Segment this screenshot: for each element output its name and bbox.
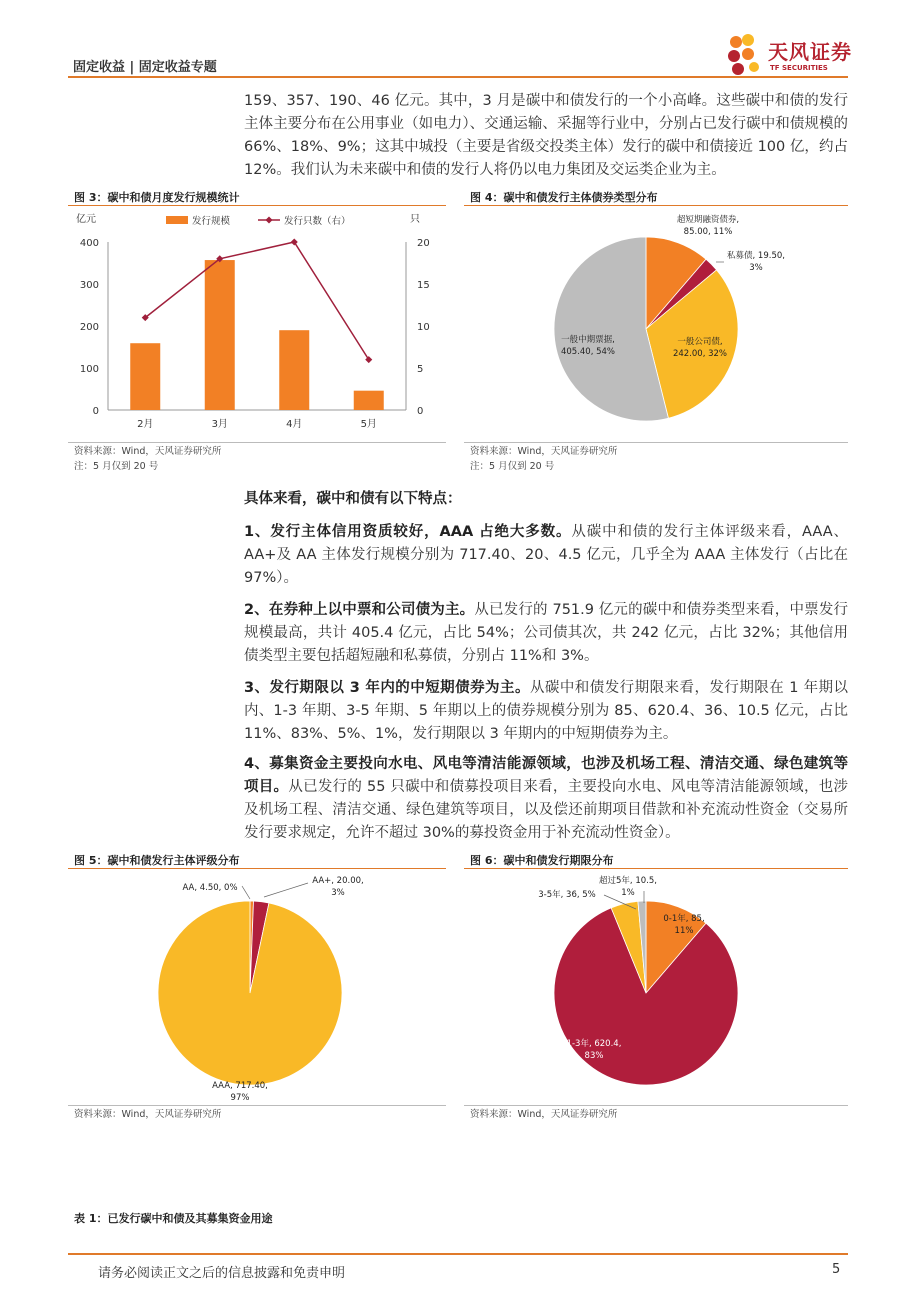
slice-label-1: 3% [749,263,763,273]
y2-tick-label: 5 [417,364,424,375]
slice-label-3: 1% [621,888,635,898]
slice-label-2: 97% [230,1093,250,1103]
footer-disclaimer: 请务必阅读正文之后的信息披露和免责申明 [98,1266,346,1281]
legend-line-marker [265,216,272,223]
y2-axis-label: 只 [410,214,420,225]
fig5-chart [68,869,446,1105]
slice-label-1: AA+, 20.00, [312,876,364,886]
logo-text: 天风证券 [768,40,852,64]
x-tick-label: 3月 [211,419,228,430]
line-point-4月 [291,238,298,245]
header-divider [68,76,848,78]
fig6-title: 图 6：碳中和债发行期限分布 [470,854,614,867]
footer-divider [68,1253,848,1255]
fig3-bottom-rule [68,442,446,443]
bar-2月 [130,343,160,410]
slice-label-2: AAA, 717.40, [212,1081,268,1091]
fig3-source: 资料来源：Wind，天风证券研究所 [74,446,222,457]
fig5-bottom-rule [68,1105,446,1106]
fig5-source: 资料来源：Wind，天风证券研究所 [74,1109,222,1120]
x-tick-label: 5月 [360,419,377,430]
fig3-chart [68,206,446,442]
y2-tick-label: 10 [417,322,430,333]
x-tick-label: 4月 [286,419,303,430]
fig5-title: 图 5：碳中和债发行主体评级分布 [74,854,240,867]
company-logo [724,32,854,76]
feature-4: 4、募集资金主要投向水电、风电等清洁能源领域，也涉及机场工程、清洁交通、绿色建筑等项目。从已发行的 55 只碳中和债募投项目来看，主要投向水电、风电等清洁能源领域，也涉及机场工程、清洁交通、绿色建筑等项目，以及偿还前期项目借款和补充流动性资金（交易所发行要求规定，允许不超过 30%的募投资金用于补充流动性资金）。 [244,756,848,841]
x-tick-label: 2月 [137,419,154,430]
slice-label-3: 超过5年, 10.5, [599,876,657,886]
y2-tick-label: 15 [417,280,430,291]
slice-label-0: AA, 4.50, 0% [182,883,238,893]
slice-label-0: 0-1年, 85, [663,914,705,924]
fig4-chart [464,206,848,442]
slice-label-1: 私募债, 19.50, [727,251,785,261]
legend-bar-swatch [166,216,188,224]
fig4-note: 注：5 月仅到 20 号 [470,461,555,472]
intro-paragraph: 159、357、190、46 亿元。其中，3 月是碳中和债发行的一个小高峰。这些碳中和债的发行主体主要分布在公用事业（如电力）、交通运输、采掘等行业中，分别占已发行碳中和债规模的 66%、18%、9%；这其中城投（主要是省级交投类主体）发行的碳中和债接近 100 亿，约占 12%。我们认为未来碳中和债的发行人将仍以电力集团及交运类企业为主。 [244,93,848,178]
bar-4月 [279,330,309,410]
slice-label-0: 11% [674,926,694,936]
slice-label-0: 超短期融资债券, [676,215,740,225]
leader-line-0 [242,886,250,899]
slice-label-1: 83% [584,1051,604,1061]
y-tick-label: 300 [79,280,99,291]
fig6-bottom-rule [464,1105,848,1106]
slice-label-2: 3-5年, 36, 5% [538,890,596,900]
slice-label-0: 85.00, 11% [683,227,733,237]
y-tick-label: 200 [79,322,99,333]
fig4-bottom-rule [464,442,848,443]
fig6-chart [464,869,848,1105]
y-tick-label: 400 [79,238,99,249]
page-number: 5 [832,1262,841,1277]
fig3-title: 图 3：碳中和债月度发行规模统计 [74,191,240,204]
slice-label-1: 1-3年, 620.4, [566,1039,622,1049]
fig6-source: 资料来源：Wind，天风证券研究所 [470,1109,618,1120]
pie-slice-2 [158,901,342,1085]
y-tick-label: 100 [79,364,99,375]
slice-label-3: 一般中期票据, [561,335,615,345]
line-point-5月 [365,356,372,363]
feature-3: 3、发行期限以 3 年内的中短期债券为主。从碳中和债发行期限来看，发行期限在 1 年期以内、1-3 年期、3-5 年期、5 年期以上的债券规模分别为 85、620.4、36、10.5 亿元，占比 11%、83%、5%、1%，发行期限以 3 年期内的中短期债券为主。 [244,680,848,742]
slice-label-2: 一般公司债, [677,337,723,347]
y-axis-label: 亿元 [76,214,96,225]
leader-line-1 [264,883,308,897]
y2-tick-label: 20 [417,238,430,249]
legend-line-label: 发行只数（右） [284,216,351,227]
slice-label-1: 3% [331,888,345,898]
features-heading: 具体来看，碳中和债有以下特点： [244,491,462,507]
count-line [145,242,369,360]
bar-3月 [205,260,235,410]
feature-1: 1、发行主体信用资质较好，AAA 占绝大多数。从碳中和债的发行主体评级来看，AAA、AA+及 AA 主体发行规模分别为 717.40、20、4.5 亿元，几乎全为 AAA 主体发行（占比在 97%）。 [244,524,848,586]
section-header: 固定收益 | 固定收益专题 [73,60,217,75]
feature-2: 2、在券种上以中票和公司债为主。从已发行的 751.9 亿元的碳中和债券类型来看，中票发行规模最高，共计 405.4 亿元，占比 54%；公司债其次，共 242 亿元，占比 32%；其他信用债类型主要包括超短融和私募债，分别占 11%和 3%。 [244,602,848,664]
y2-tick-label: 0 [417,406,424,417]
bar-5月 [354,391,384,410]
fig4-title: 图 4：碳中和债发行主体债券类型分布 [470,191,658,204]
slice-label-3: 405.40, 54% [560,347,616,357]
fig4-source: 资料来源：Wind，天风证券研究所 [470,446,618,457]
logo-english: TF SECURITIES [770,64,828,72]
logo-flower-icon [724,32,766,76]
table1-title: 表 1：已发行碳中和债及其募集资金用途 [74,1212,273,1225]
legend-bar-label: 发行规模 [192,216,231,227]
fig3-note: 注：5 月仅到 20 号 [74,461,159,472]
y-tick-label: 0 [92,406,99,417]
slice-label-2: 242.00, 32% [672,349,728,359]
